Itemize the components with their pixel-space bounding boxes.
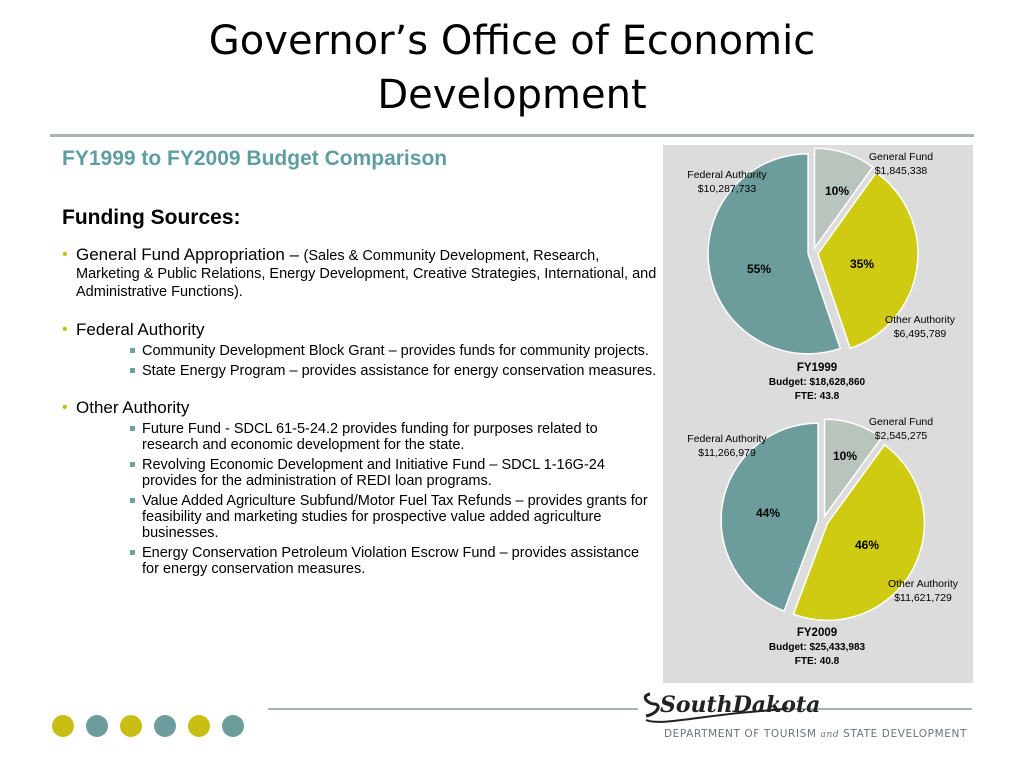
chart-caption-budget: Budget: $18,628,860 [768,377,866,388]
square-bullet-icon [130,462,135,467]
decorative-dot [222,715,244,737]
funding-sources-list [60,246,658,597]
department-part-2: STATE DEVELOPMENT [843,728,967,740]
decorative-dot [188,715,210,737]
pie-amount-label: $10,287,733 [697,183,757,195]
source-item [76,545,658,577]
source-item [76,457,658,489]
south-dakota-logo [640,686,821,730]
chart-caption-budget: Budget: $25,433,983 [768,642,866,653]
pie-percent-label: 44% [755,506,781,520]
footer-divider-left [268,708,638,710]
source-general-fund [60,246,658,301]
pie-amount-label: $11,266,979 [698,447,756,459]
source-title: General Fund Appropriation – [76,245,300,264]
bullet-dot-icon: • [62,321,68,338]
department-and: and [820,730,840,740]
decorative-dots [52,715,252,737]
source-item-text: Revolving Economic Development and Initiative Fund – SDCL 1-16G-24 provides for the administration of REDI loan programs. [142,457,605,489]
pie-charts-svg [663,145,973,683]
pie-category-label: Federal Authority [687,433,767,445]
decorative-dot [120,715,142,737]
pie-category-label: General Fund [868,416,934,428]
source-item-text: Energy Conservation Petroleum Violation Escrow Fund – provides assistance for energy conservation measures. [142,545,640,577]
square-bullet-icon [130,348,135,353]
square-bullet-icon [130,498,135,503]
source-item-text: Value Added Agriculture Subfund/Motor Fuel Tax Refunds – provides grants for feasibility and marketing studies for prospective value added agriculture businesses. [142,493,648,541]
source-item [76,363,658,379]
pie-amount-label: $6,495,789 [893,328,947,340]
pie-category-label: Other Authority [884,314,956,326]
pie-percent-label: 55% [746,262,772,276]
pie-percent-label: 46% [854,538,880,552]
chart-caption-fte: FTE: 43.8 [794,391,840,402]
pie-amount-label: $11,621,729 [894,592,952,604]
source-item-text: Community Development Block Grant – provides funds for community projects. [142,343,649,359]
budget-pie-charts-panel [663,145,973,683]
source-title: Federal Authority [76,320,205,339]
source-title: Other Authority [76,398,190,417]
pie-percent-label: 10% [832,449,858,463]
department-name [664,728,967,740]
source-description: (Sales & Community Development, Research, Marketing & Public Relations, Energy Development, Creative Strategies, International, and Administrative Functions). [76,248,657,300]
decorative-dot [86,715,108,737]
slide-subtitle: FY1999 to FY2009 Budget Comparison [62,147,448,170]
title-line-2: Development [377,72,647,118]
title-divider [50,134,974,137]
source-other-authority [60,399,658,577]
pie-category-label: Federal Authority [687,169,767,181]
source-item [76,493,658,541]
square-bullet-icon [130,550,135,555]
pie-category-label: Other Authority [887,578,959,590]
decorative-dot [154,715,176,737]
chart-caption-fte: FTE: 40.8 [794,656,840,667]
pie-percent-label: 10% [824,184,850,198]
pie-amount-label: $2,545,275 [874,430,928,442]
source-item [76,421,658,453]
pie-percent-label: 35% [849,257,875,271]
source-federal-authority [60,321,658,379]
square-bullet-icon [130,426,135,431]
source-item-text: Future Fund - SDCL 61-5-24.2 provides funding for purposes related to research and economic development for the state. [142,421,598,453]
source-item-text: State Energy Program – provides assistance for energy conservation measures. [142,363,657,379]
funding-sources-heading: Funding Sources: [62,206,241,229]
chart-caption-year: FY2009 [796,627,838,639]
chart-caption-year: FY1999 [796,362,838,374]
source-item [76,343,658,359]
decorative-dot [52,715,74,737]
pie-category-label: General Fund [868,151,934,163]
bullet-dot-icon: • [62,246,68,263]
slide-title [0,14,1024,122]
pie-amount-label: $1,845,338 [874,165,928,177]
square-bullet-icon [130,368,135,373]
title-line-1: Governor’s Office of Economic [208,18,816,64]
department-part-1: DEPARTMENT OF TOURISM [664,728,817,740]
bullet-dot-icon: • [62,399,68,416]
logo-text: SouthDakota [660,692,821,718]
